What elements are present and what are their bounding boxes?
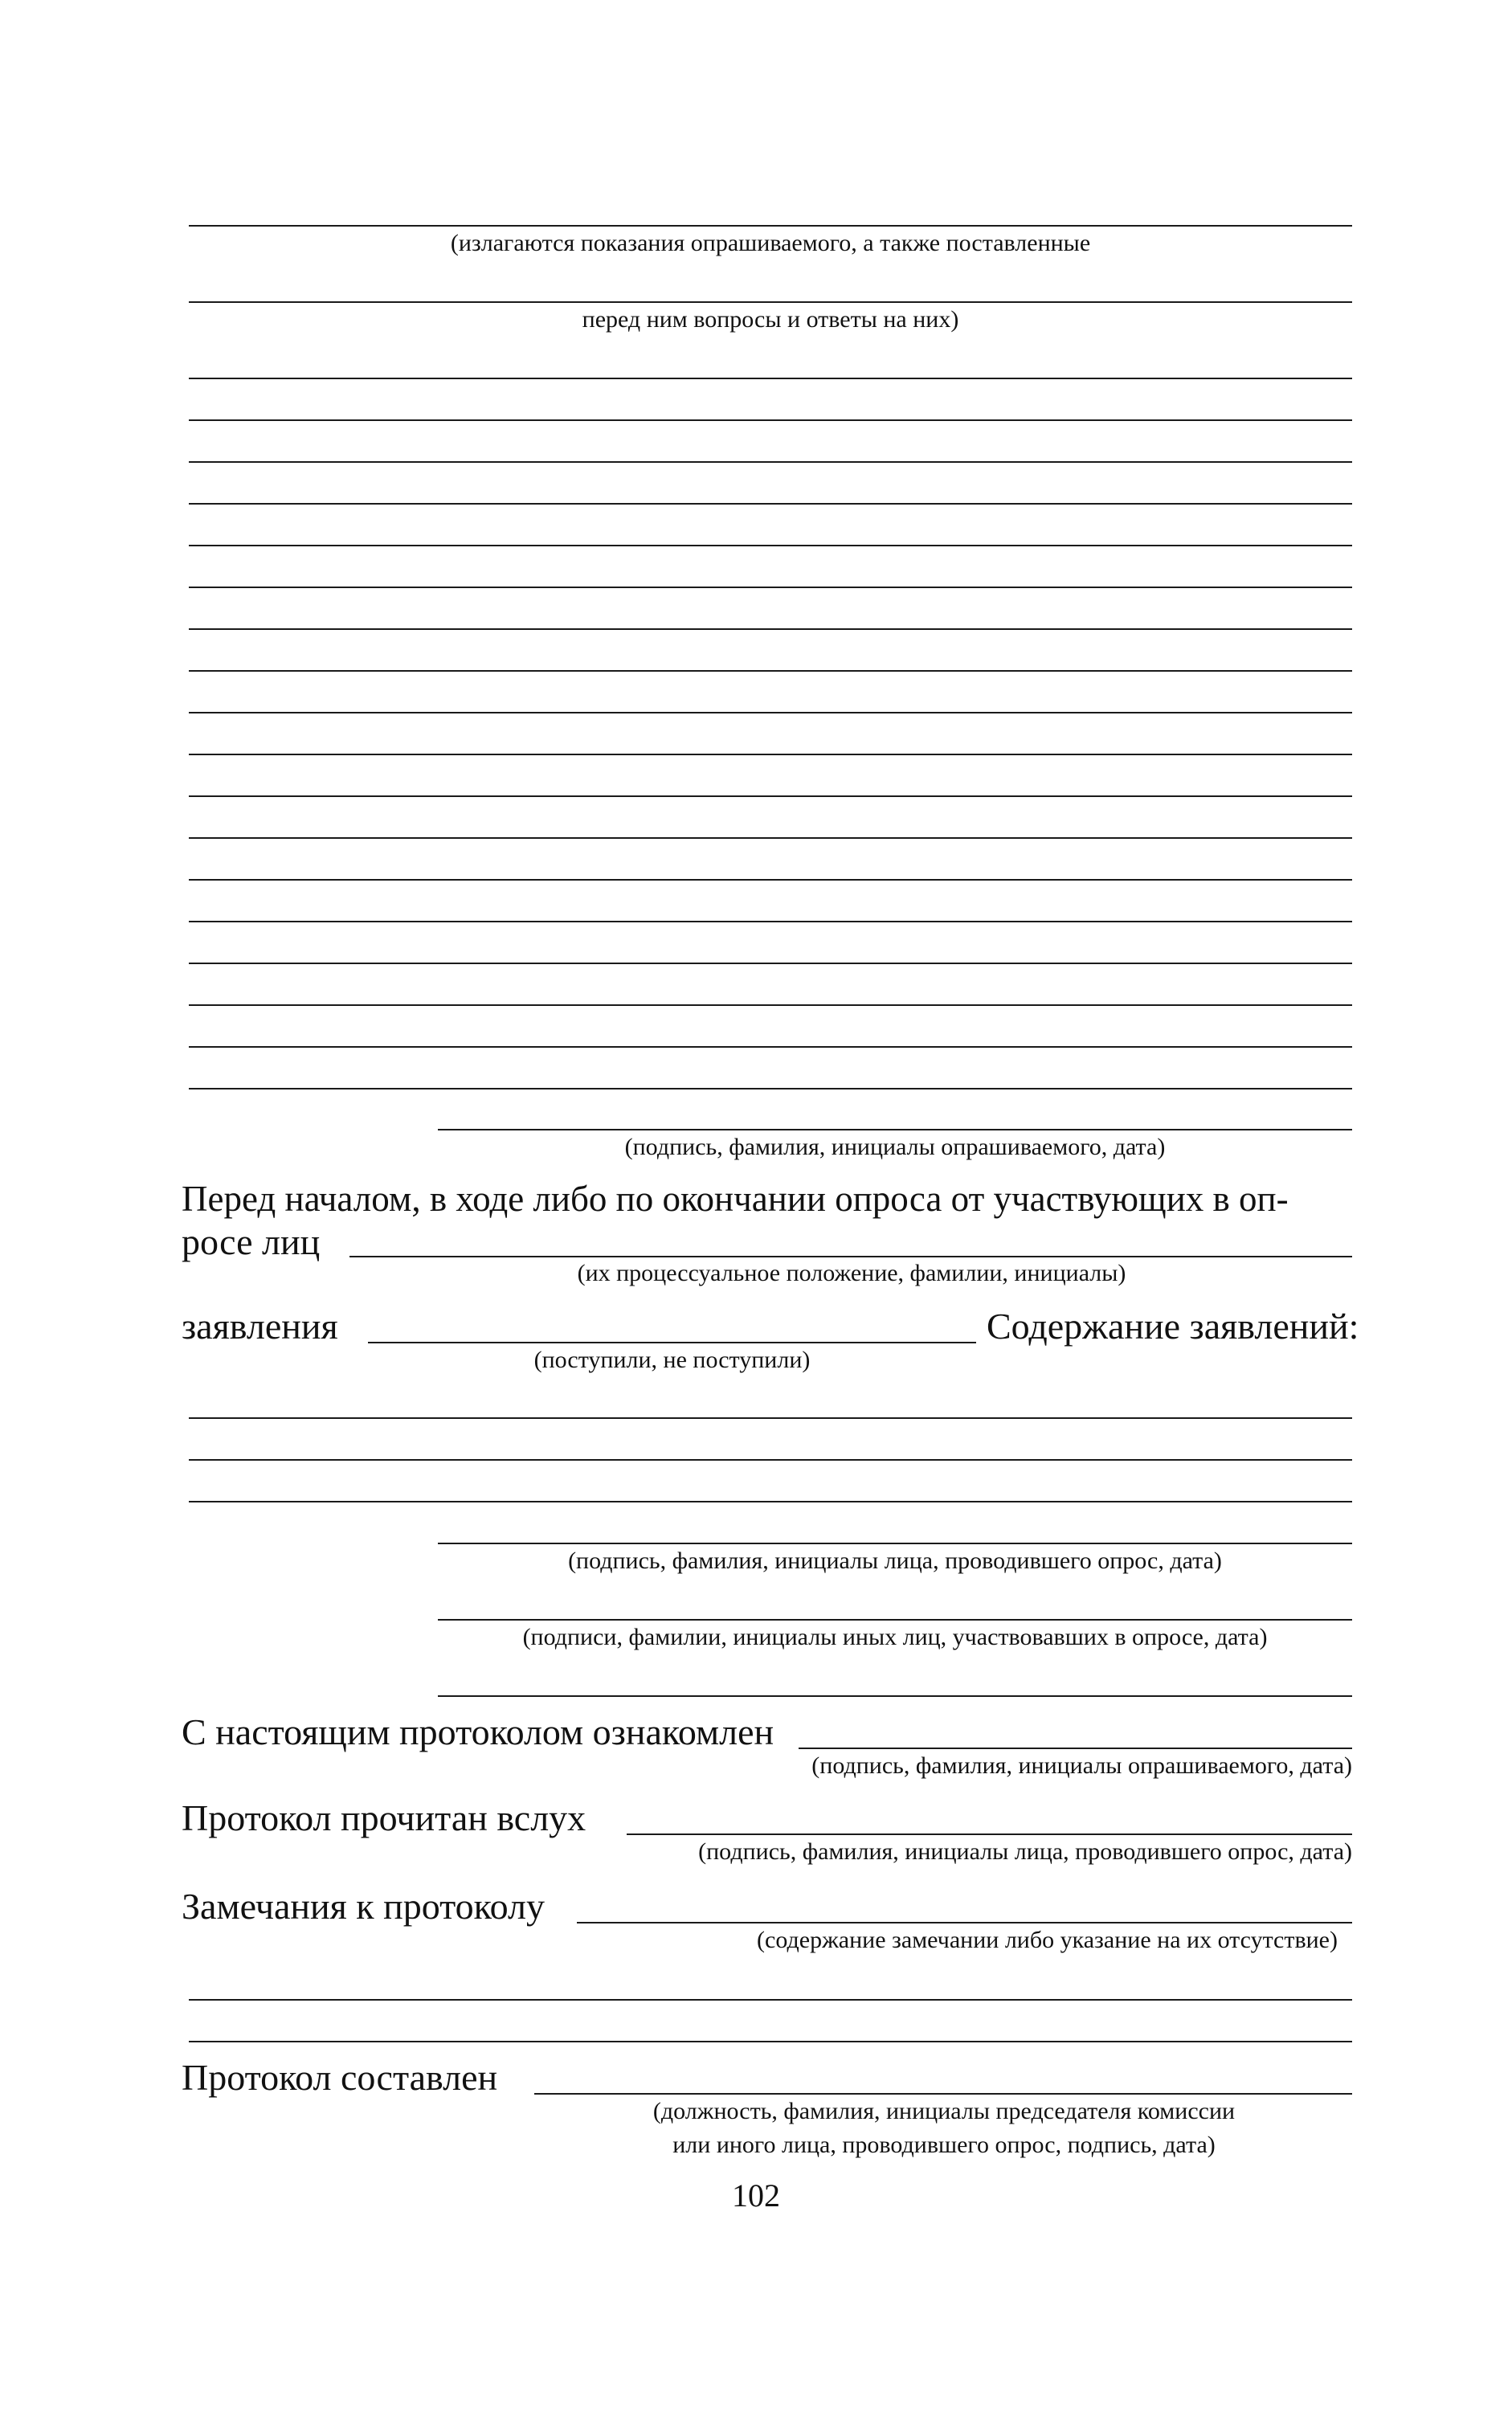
statement-content-line[interactable] xyxy=(189,1417,1352,1419)
statement-intro-line-1: Перед началом, в ходе либо по окончании опроса от участвующих в оп- xyxy=(182,1179,1289,1219)
statement-content-line[interactable] xyxy=(189,1459,1352,1461)
testimony-line[interactable] xyxy=(189,301,1352,303)
compiled-label: Протокол составлен xyxy=(182,2057,498,2098)
read-aloud-label: Протокол прочитан вслух xyxy=(182,1797,586,1838)
statements-label: заявления xyxy=(182,1306,338,1347)
conductor-signature-line[interactable] xyxy=(438,1543,1352,1544)
participants-caption: (их процессуальное положение, фамилии, инициалы) xyxy=(577,1260,1126,1286)
testimony-line[interactable] xyxy=(189,587,1352,588)
testimony-line[interactable] xyxy=(189,754,1352,755)
testimony-line[interactable] xyxy=(189,1004,1352,1006)
testimony-line[interactable] xyxy=(189,628,1352,630)
testimony-line[interactable] xyxy=(189,837,1352,839)
testimony-line[interactable] xyxy=(189,963,1352,964)
testimony-caption-1: (излагаются показания опрашиваемого, а также поставленные xyxy=(450,230,1091,256)
testimony-line[interactable] xyxy=(189,419,1352,421)
statements-field-line[interactable] xyxy=(368,1342,976,1343)
testimony-line[interactable] xyxy=(189,921,1352,922)
acquainted-label: С настоящим протоколом ознакомлен xyxy=(182,1711,774,1752)
acquainted-caption: (подпись, фамилия, инициалы опрашиваемого, дата) xyxy=(811,1752,1352,1779)
statements-content-label: Содержание заявлений: xyxy=(987,1306,1359,1347)
compiled-caption-1: (должность, фамилия, инициалы председателя комиссии xyxy=(652,2098,1236,2124)
remarks-field-line[interactable] xyxy=(577,1922,1352,1923)
remarks-content-line[interactable] xyxy=(189,2041,1352,2042)
read-aloud-caption: (подпись, фамилия, инициалы лица, проводившего опрос, дата) xyxy=(698,1838,1352,1865)
remarks-content-line[interactable] xyxy=(189,1999,1352,2001)
testimony-line[interactable] xyxy=(189,503,1352,505)
testimony-line[interactable] xyxy=(189,1088,1352,1089)
acquainted-field-line[interactable] xyxy=(799,1748,1352,1749)
conductor-signature-caption: (подпись, фамилия, инициалы лица, проводившего опрос, дата) xyxy=(568,1547,1222,1574)
participants-field-line[interactable] xyxy=(349,1256,1352,1257)
testimony-line[interactable] xyxy=(189,712,1352,713)
remarks-caption: (содержание замечании либо указание на их отсутствие) xyxy=(757,1927,1338,1953)
page-number: 102 xyxy=(732,2177,780,2214)
remarks-label: Замечания к протоколу xyxy=(182,1886,546,1927)
testimony-line[interactable] xyxy=(189,879,1352,881)
compiled-caption-2: или иного лица, проводившего опрос, подпись, дата) xyxy=(672,2132,1216,2158)
interviewee-signature-line[interactable] xyxy=(438,1129,1352,1130)
compiled-field-line[interactable] xyxy=(534,2093,1352,2095)
statement-content-line[interactable] xyxy=(189,1501,1352,1502)
testimony-line[interactable] xyxy=(189,1046,1352,1048)
statement-intro-line-2: росе лиц xyxy=(182,1221,321,1262)
testimony-line[interactable] xyxy=(189,670,1352,672)
testimony-line[interactable] xyxy=(189,225,1352,227)
testimony-line[interactable] xyxy=(189,378,1352,379)
others-signature-caption: (подписи, фамилии, инициалы иных лиц, участвовавших в опросе, дата) xyxy=(522,1624,1268,1650)
testimony-caption-2: перед ним вопросы и ответы на них) xyxy=(582,306,959,333)
interviewee-signature-caption: (подпись, фамилия, инициалы опрашиваемого, дата) xyxy=(624,1134,1166,1160)
testimony-line[interactable] xyxy=(189,795,1352,797)
testimony-line[interactable] xyxy=(189,545,1352,546)
others-signature-line[interactable] xyxy=(438,1619,1352,1621)
others-signature-line[interactable] xyxy=(438,1695,1352,1697)
read-aloud-field-line[interactable] xyxy=(627,1833,1352,1835)
statements-caption: (поступили, не поступили) xyxy=(533,1347,811,1373)
testimony-line[interactable] xyxy=(189,461,1352,463)
